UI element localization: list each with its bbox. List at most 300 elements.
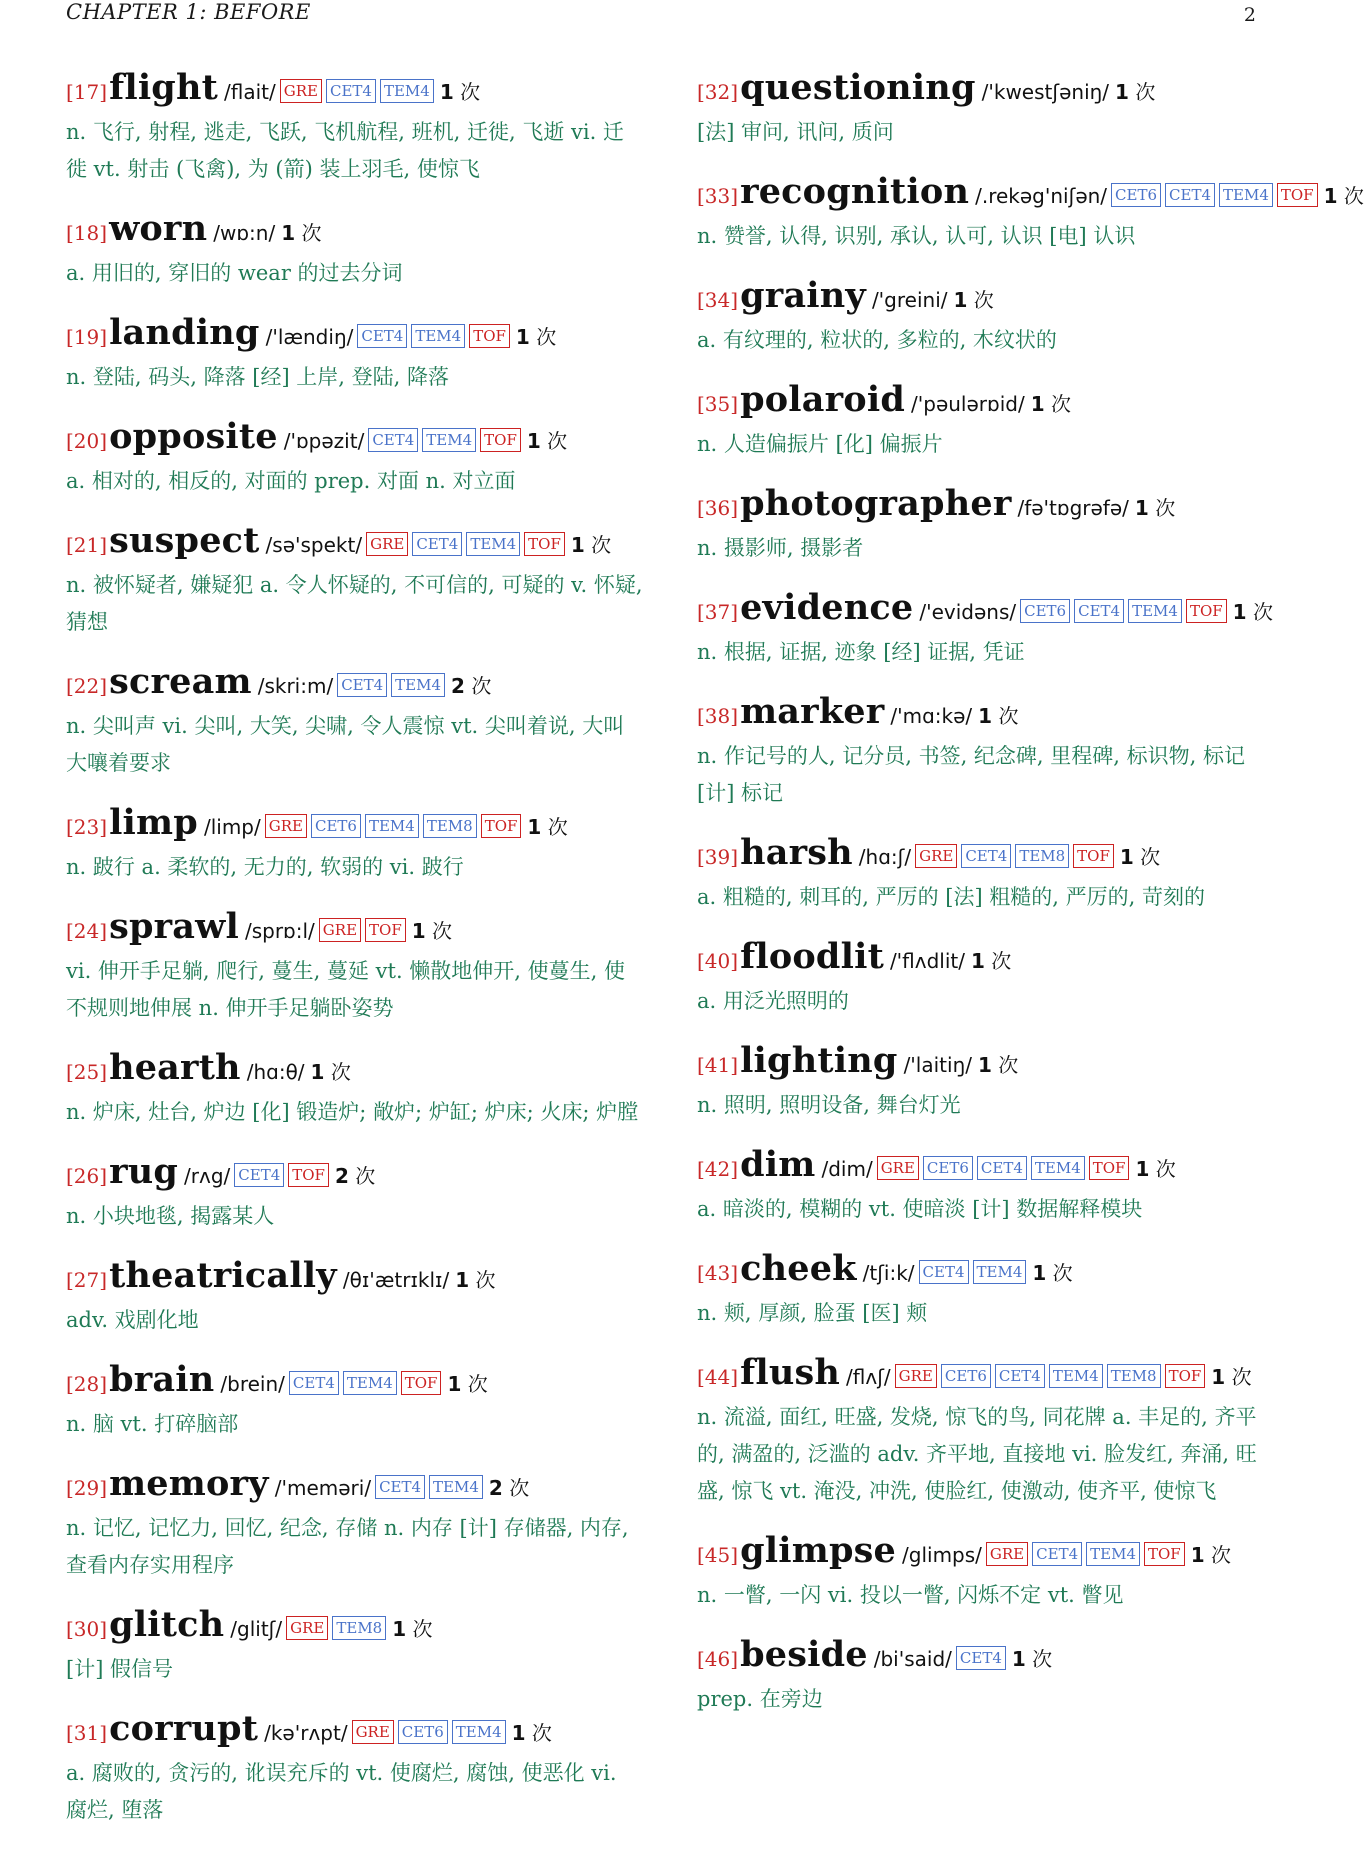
headword-line	[66, 1707, 644, 1755]
definition: a. 相对的, 相反的, 对面的 prep. 对面 n. 对立面	[66, 469, 516, 493]
exam-tag: CET4	[368, 428, 418, 452]
phonetic: /'flʌdlit/	[889, 949, 965, 973]
count-unit: 次	[1343, 184, 1364, 208]
definition: n. 被怀疑者, 嫌疑犯 a. 令人怀疑的, 不可信的, 可疑的 v. 怀疑, 猜想	[66, 573, 643, 634]
phonetic: /'mɑ:kə/	[890, 704, 973, 728]
vocab-entry	[697, 1039, 1275, 1124]
headword: polaroid	[740, 379, 906, 420]
vocab-entry	[697, 935, 1275, 1020]
occurrence-count: 1	[447, 1372, 462, 1396]
entry-number: [32]	[697, 80, 739, 104]
exam-tag: TEM4	[429, 1475, 483, 1499]
exam-tag: TOF	[1186, 599, 1227, 623]
headword-line	[66, 207, 644, 255]
headword-line	[697, 1633, 1275, 1681]
entry-number: [38]	[697, 704, 739, 728]
definition: n. 人造偏振片 [化] 偏振片	[697, 432, 943, 456]
phonetic: /brein/	[220, 1372, 285, 1396]
occurrence-count: 1	[1030, 392, 1045, 416]
occurrence-count: 1	[1323, 184, 1338, 208]
occurrence-count: 2	[334, 1164, 349, 1188]
exam-tag: CET6	[398, 1720, 448, 1744]
vocab-entry	[697, 690, 1275, 812]
exam-tag: TEM4	[973, 1260, 1027, 1284]
occurrence-count: 1	[526, 429, 541, 453]
headword-line	[66, 415, 644, 463]
headword: corrupt	[109, 1708, 259, 1749]
exam-tag: CET6	[311, 814, 361, 838]
definition: n. 赞誉, 认得, 识别, 承认, 认可, 认识 [电] 认识	[697, 224, 1136, 248]
exam-tag: CET4	[977, 1156, 1027, 1180]
definition: n. 小块地毯, 揭露某人	[66, 1204, 275, 1228]
occurrence-count: 1	[515, 325, 530, 349]
vocab-entry	[697, 1247, 1275, 1332]
exam-tag: CET4	[375, 1475, 425, 1499]
entry-number: [25]	[66, 1060, 108, 1084]
occurrence-count: 1	[570, 533, 585, 557]
exam-tag: CET4	[1032, 1542, 1082, 1566]
entry-number: [43]	[697, 1261, 739, 1285]
exam-tag: GRE	[895, 1364, 937, 1388]
phonetic: /glitʃ/	[230, 1617, 283, 1641]
occurrence-count: 1	[511, 1721, 526, 1745]
vocab-entry	[66, 415, 644, 500]
phonetic: /flʌʃ/	[846, 1365, 891, 1389]
headword: flush	[740, 1352, 841, 1393]
entry-number: [33]	[697, 184, 739, 208]
entry-number: [42]	[697, 1157, 739, 1181]
headword: landing	[109, 312, 260, 353]
left-column	[66, 66, 644, 1848]
count-unit: 次	[1050, 392, 1071, 416]
exam-tag: CET6	[923, 1156, 973, 1180]
exam-tag: TEM4	[1128, 599, 1182, 623]
exam-tag: CET6	[1111, 183, 1161, 207]
headword-line	[697, 935, 1275, 983]
headword-line	[66, 1254, 644, 1302]
count-unit: 次	[991, 949, 1012, 973]
headword-line	[66, 519, 644, 567]
exam-tag: TEM4	[380, 79, 434, 103]
entry-number: [24]	[66, 919, 108, 943]
vocab-entry	[66, 207, 644, 292]
exam-tag: GRE	[286, 1616, 328, 1640]
exam-tag: CET6	[941, 1364, 991, 1388]
count-unit: 次	[460, 80, 481, 104]
entry-number: [20]	[66, 429, 108, 453]
count-unit: 次	[330, 1060, 351, 1084]
vocab-entry	[66, 1254, 644, 1339]
headword-line	[66, 660, 644, 708]
count-unit: 次	[1032, 1647, 1053, 1671]
definition: n. 尖叫声 vi. 尖叫, 大笑, 尖啸, 令人震惊 vt. 尖叫着说, 大叫大嚷着要求	[66, 714, 625, 775]
occurrence-count: 1	[978, 704, 993, 728]
exam-tag: TEM4	[365, 814, 419, 838]
occurrence-count: 1	[977, 1053, 992, 1077]
headword-line	[66, 311, 644, 359]
count-unit: 次	[1135, 80, 1156, 104]
entry-number: [37]	[697, 600, 739, 624]
right-column	[697, 66, 1364, 1737]
vocab-entry	[66, 1358, 644, 1443]
definition: [计] 假信号	[66, 1657, 174, 1681]
vocab-entry	[697, 1529, 1275, 1614]
count-unit: 次	[1155, 496, 1176, 520]
occurrence-count: 2	[488, 1476, 503, 1500]
vocab-entry	[66, 660, 644, 782]
headword: questioning	[740, 67, 976, 108]
exam-tag: TEM8	[1107, 1364, 1161, 1388]
phonetic: /skri:m/	[257, 674, 334, 698]
entry-number: [45]	[697, 1543, 739, 1567]
phonetic: /hɑ:θ/	[246, 1060, 305, 1084]
count-unit: 次	[432, 919, 453, 943]
entry-number: [41]	[697, 1053, 739, 1077]
count-unit: 次	[1155, 1157, 1176, 1181]
headword-line	[697, 1143, 1275, 1191]
definition: a. 腐败的, 贪污的, 讹误充斥的 vt. 使腐烂, 腐蚀, 使恶化 vi. 腐烂, 堕落	[66, 1761, 617, 1822]
phonetic: /.rekəg'niʃən/	[975, 184, 1108, 208]
exam-tag: CET4	[289, 1371, 339, 1395]
chapter-title: CHAPTER 1: BEFORE	[66, 0, 311, 24]
count-unit: 次	[471, 674, 492, 698]
occurrence-count: 1	[310, 1060, 325, 1084]
headword-line	[697, 482, 1275, 530]
definition: n. 流溢, 面红, 旺盛, 发烧, 惊飞的鸟, 同花牌 a. 丰足的, 齐平的, 满盈的, 泛滥的 adv. 齐平地, 直接地 vi. 脸发红, 奔涌, 旺盛, 惊飞 vt. 淹没, 冲洗, 使脸红, 使激动, 使齐平, 使惊飞	[697, 1405, 1257, 1503]
definition: a. 有纹理的, 粒状的, 多粒的, 木纹状的	[697, 328, 1057, 352]
exam-tag: TOF	[365, 918, 406, 942]
count-unit: 次	[1052, 1261, 1073, 1285]
phonetic: /'kwestʃəniŋ/	[981, 80, 1110, 104]
exam-tag: TOF	[1089, 1156, 1130, 1180]
count-unit: 次	[355, 1164, 376, 1188]
headword: harsh	[740, 832, 853, 873]
count-unit: 次	[998, 1053, 1019, 1077]
exam-tag: CET4	[337, 673, 387, 697]
vocab-entry	[66, 1462, 644, 1584]
entry-number: [39]	[697, 845, 739, 869]
entry-number: [35]	[697, 392, 739, 416]
exam-tag: GRE	[986, 1542, 1028, 1566]
headword: suspect	[109, 520, 260, 561]
phonetic: /'pəulərɒid/	[911, 392, 1025, 416]
exam-tag: CET4	[1165, 183, 1215, 207]
definition: n. 炉床, 灶台, 炉边 [化] 锻造炉; 敞炉; 炉缸; 炉床; 火床; 炉膛	[66, 1100, 639, 1124]
headword: grainy	[740, 275, 866, 316]
entry-number: [22]	[66, 674, 108, 698]
definition: [法] 审问, 讯问, 质问	[697, 120, 894, 144]
occurrence-count: 1	[1032, 1261, 1047, 1285]
phonetic: /glimps/	[902, 1543, 982, 1567]
count-unit: 次	[467, 1372, 488, 1396]
exam-tag: TEM4	[1219, 183, 1273, 207]
phonetic: /'meməri/	[274, 1476, 372, 1500]
vocab-entry	[697, 274, 1275, 359]
exam-tag: CET4	[995, 1364, 1045, 1388]
headword-line	[697, 1351, 1275, 1399]
definition: a. 用泛光照明的	[697, 989, 849, 1013]
entry-number: [28]	[66, 1372, 108, 1396]
exam-tag: CET4	[919, 1260, 969, 1284]
count-unit: 次	[973, 288, 994, 312]
vocab-entry	[697, 170, 1364, 255]
entry-number: [34]	[697, 288, 739, 312]
definition: a. 用旧的, 穿旧的 wear 的过去分词	[66, 261, 403, 285]
exam-tag: CET4	[956, 1646, 1006, 1670]
entry-number: [18]	[66, 221, 108, 245]
vocab-entry	[697, 1351, 1275, 1510]
exam-tag: GRE	[265, 814, 307, 838]
count-unit: 次	[509, 1476, 530, 1500]
exam-tag: CET4	[961, 844, 1011, 868]
vocab-entry	[66, 1046, 644, 1131]
count-unit: 次	[547, 429, 568, 453]
vocab-entry	[66, 519, 644, 641]
phonetic: /wɒ:n/	[213, 221, 276, 245]
exam-tag: TEM4	[343, 1371, 397, 1395]
exam-tag: TEM8	[1015, 844, 1069, 868]
entry-number: [36]	[697, 496, 739, 520]
phonetic: /rʌg/	[184, 1164, 231, 1188]
page-header	[66, 0, 1256, 26]
exam-tag: TOF	[288, 1163, 329, 1187]
headword-line	[66, 801, 644, 849]
headword: beside	[740, 1634, 868, 1675]
vocab-entry	[66, 801, 644, 886]
headword-line	[697, 274, 1275, 322]
vocab-entry	[66, 1150, 644, 1235]
exam-tag: TOF	[1144, 1542, 1185, 1566]
exam-tag: TEM4	[411, 324, 465, 348]
exam-tag: TEM8	[423, 814, 477, 838]
occurrence-count: 1	[1119, 845, 1134, 869]
headword-line	[697, 1039, 1275, 1087]
phonetic: /dim/	[821, 1157, 873, 1181]
definition: n. 根据, 证据, 迹象 [经] 证据, 凭证	[697, 640, 1025, 664]
entry-number: [31]	[66, 1721, 108, 1745]
headword-line	[697, 586, 1275, 634]
phonetic: /limp/	[203, 815, 261, 839]
headword: limp	[109, 802, 198, 843]
definition: n. 脑 vt. 打碎脑部	[66, 1412, 239, 1436]
entry-number: [46]	[697, 1647, 739, 1671]
headword-line	[66, 1462, 644, 1510]
definition: n. 作记号的人, 记分员, 书签, 纪念碑, 里程碑, 标识物, 标记 [计] 标记	[697, 744, 1245, 805]
headword: photographer	[740, 483, 1012, 524]
occurrence-count: 1	[411, 919, 426, 943]
phonetic: /sə'spekt/	[265, 533, 363, 557]
count-unit: 次	[1231, 1365, 1252, 1389]
vocab-entry	[66, 1603, 644, 1688]
exam-tag: GRE	[915, 844, 957, 868]
headword: sprawl	[109, 906, 239, 947]
occurrence-count: 1	[1135, 1157, 1150, 1181]
count-unit: 次	[1252, 600, 1273, 624]
phonetic: /'laitiŋ/	[903, 1053, 972, 1077]
count-unit: 次	[591, 533, 612, 557]
phonetic: /θɪ'ætrɪklɪ/	[342, 1268, 450, 1292]
exam-tag: TOF	[480, 428, 521, 452]
vocab-entry	[697, 482, 1275, 567]
exam-tag: TOF	[469, 324, 510, 348]
entry-number: [19]	[66, 325, 108, 349]
entry-number: [26]	[66, 1164, 108, 1188]
vocab-entry	[697, 1143, 1275, 1228]
definition: n. 飞行, 射程, 逃走, 飞跃, 飞机航程, 班机, 迁徙, 飞逝 vi. 迁徙 vt. 射击 (飞禽), 为 (箭) 装上羽毛, 使惊飞	[66, 120, 624, 181]
occurrence-count: 1	[1232, 600, 1247, 624]
headword: floodlit	[740, 936, 884, 977]
definition: n. 一瞥, 一闪 vi. 投以一瞥, 闪烁不定 vt. 瞥见	[697, 1583, 1124, 1607]
exam-tag: GRE	[352, 1720, 394, 1744]
definition: n. 照明, 照明设备, 舞台灯光	[697, 1093, 961, 1117]
definition: vi. 伸开手足躺, 爬行, 蔓生, 蔓延 vt. 懒散地伸开, 使蔓生, 使不规则地伸展 n. 伸开手足躺卧姿势	[66, 959, 626, 1020]
exam-tag: GRE	[319, 918, 361, 942]
phonetic: /'evidəns/	[919, 600, 1017, 624]
exam-tag: TEM8	[332, 1616, 386, 1640]
occurrence-count: 1	[1134, 496, 1149, 520]
exam-tag: TEM4	[1049, 1364, 1103, 1388]
count-unit: 次	[1210, 1543, 1231, 1567]
phonetic: /fə'tɒgrəfə/	[1017, 496, 1129, 520]
headword: flight	[109, 67, 218, 108]
exam-tag: CET6	[1020, 599, 1070, 623]
occurrence-count: 1	[527, 815, 542, 839]
vocab-entry	[697, 66, 1275, 151]
headword-line	[697, 831, 1275, 879]
occurrence-count: 1	[439, 80, 454, 104]
phonetic: /flait/	[224, 80, 276, 104]
occurrence-count: 1	[281, 221, 296, 245]
exam-tag: CET4	[412, 532, 462, 556]
entry-number: [21]	[66, 533, 108, 557]
count-unit: 次	[547, 815, 568, 839]
headword-line	[66, 1046, 644, 1094]
headword-line	[697, 378, 1275, 426]
exam-tag: TOF	[401, 1371, 442, 1395]
definition: n. 跛行 a. 柔软的, 无力的, 软弱的 vi. 跛行	[66, 855, 464, 879]
headword-line	[697, 1529, 1275, 1577]
entry-number: [17]	[66, 80, 108, 104]
phonetic: /hɑ:ʃ/	[858, 845, 912, 869]
headword: worn	[109, 208, 208, 249]
entry-number: [29]	[66, 1476, 108, 1500]
occurrence-count: 2	[451, 674, 465, 698]
headword-line	[697, 690, 1275, 738]
definition: adv. 戏剧化地	[66, 1308, 199, 1332]
phonetic: /bi'said/	[873, 1647, 952, 1671]
headword: marker	[740, 691, 885, 732]
exam-tag: TOF	[524, 532, 565, 556]
entry-number: [30]	[66, 1617, 108, 1641]
phonetic: /kə'rʌpt/	[264, 1721, 348, 1745]
headword: glimpse	[740, 1530, 897, 1571]
vocab-entry	[697, 831, 1275, 916]
exam-tag: TEM4	[1031, 1156, 1085, 1180]
vocab-entry	[66, 66, 644, 188]
vocab-entry	[697, 378, 1275, 463]
phonetic: /tʃi:k/	[862, 1261, 915, 1285]
count-unit: 次	[1140, 845, 1161, 869]
headword: recognition	[740, 171, 970, 212]
page-number: 2	[1243, 4, 1256, 26]
definition: n. 登陆, 码头, 降落 [经] 上岸, 登陆, 降落	[66, 365, 450, 389]
headword: glitch	[109, 1604, 225, 1645]
exam-tag: TEM4	[422, 428, 476, 452]
exam-tag: CET4	[357, 324, 407, 348]
definition: n. 记忆, 记忆力, 回忆, 纪念, 存储 n. 内存 [计] 存储器, 内存, 查看内存实用程序	[66, 1516, 629, 1577]
exam-tag: TOF	[1165, 1364, 1206, 1388]
exam-tag: CET4	[234, 1163, 284, 1187]
headword: evidence	[740, 587, 914, 628]
occurrence-count: 1	[455, 1268, 470, 1292]
exam-tag: TOF	[1277, 183, 1318, 207]
entry-number: [23]	[66, 815, 108, 839]
headword-line	[66, 1150, 644, 1198]
entry-number: [44]	[697, 1365, 739, 1389]
headword-line	[66, 1358, 644, 1406]
entry-number: [40]	[697, 949, 739, 973]
headword: rug	[109, 1151, 179, 1192]
count-unit: 次	[475, 1268, 496, 1292]
exam-tag: TOF	[1073, 844, 1114, 868]
vocab-entry	[697, 1633, 1275, 1718]
exam-tag: GRE	[366, 532, 408, 556]
headword-line	[66, 905, 644, 953]
headword: dim	[740, 1144, 816, 1185]
phonetic: /'lændiŋ/	[265, 325, 354, 349]
headword-line	[697, 1247, 1275, 1295]
occurrence-count: 1	[1115, 80, 1129, 104]
headword-line	[66, 1603, 644, 1651]
count-unit: 次	[998, 704, 1019, 728]
count-unit: 次	[531, 1721, 552, 1745]
exam-tag: GRE	[877, 1156, 919, 1180]
headword: lighting	[740, 1040, 898, 1081]
definition: n. 摄影师, 摄影者	[697, 536, 864, 560]
headword: opposite	[109, 416, 278, 457]
exam-tag: TEM4	[391, 673, 445, 697]
exam-tag: TEM4	[1086, 1542, 1140, 1566]
headword: scream	[109, 661, 252, 702]
occurrence-count: 1	[953, 288, 968, 312]
exam-tag: TEM4	[466, 532, 520, 556]
headword: theatrically	[109, 1255, 337, 1296]
exam-tag: CET4	[326, 79, 376, 103]
vocab-entry	[697, 586, 1275, 671]
occurrence-count: 1	[1190, 1543, 1205, 1567]
vocab-entry	[66, 311, 644, 396]
definition: a. 暗淡的, 模糊的 vt. 使暗淡 [计] 数据解释模块	[697, 1197, 1143, 1221]
count-unit: 次	[301, 221, 322, 245]
exam-tag: CET4	[1074, 599, 1124, 623]
count-unit: 次	[536, 325, 557, 349]
count-unit: 次	[412, 1617, 433, 1641]
headword-line	[697, 66, 1275, 114]
headword: brain	[109, 1359, 215, 1400]
vocab-entry	[66, 905, 644, 1027]
definition: prep. 在旁边	[697, 1687, 823, 1711]
occurrence-count: 1	[1011, 1647, 1026, 1671]
exam-tag: GRE	[280, 79, 322, 103]
vocab-entry	[66, 1707, 644, 1829]
phonetic: /'ɒpəzit/	[283, 429, 365, 453]
entry-number: [27]	[66, 1268, 108, 1292]
definition: n. 颊, 厚颜, 脸蛋 [医] 颊	[697, 1301, 928, 1325]
headword: hearth	[109, 1047, 241, 1088]
headword: memory	[109, 1463, 269, 1504]
headword-line	[697, 170, 1364, 218]
definition: a. 粗糙的, 刺耳的, 严厉的 [法] 粗糙的, 严厉的, 苛刻的	[697, 885, 1206, 909]
